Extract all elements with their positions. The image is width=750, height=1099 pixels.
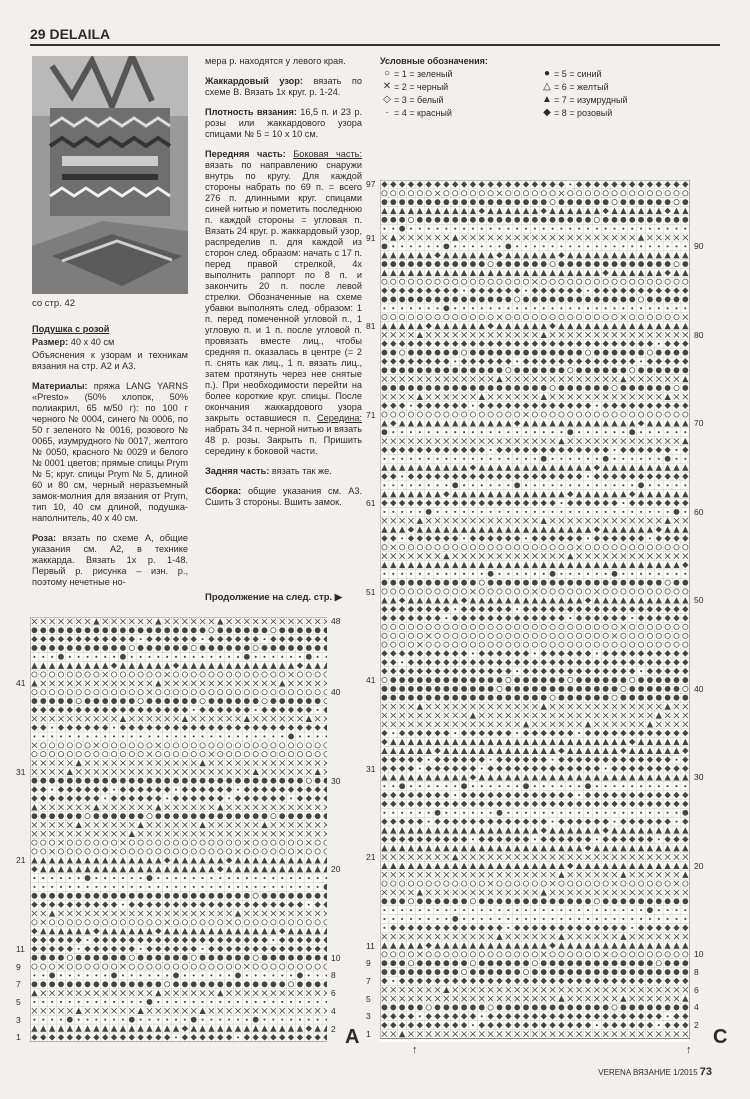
pillow-photo xyxy=(32,56,188,294)
row-number-label: 21 xyxy=(366,852,376,863)
back-label: Задняя часть: xyxy=(205,466,270,476)
row-number-label: 31 xyxy=(366,763,376,774)
page-footer xyxy=(598,1066,712,1078)
row-number-label: 8 xyxy=(694,967,699,978)
legend-item xyxy=(540,81,700,92)
rose-label: Роза: xyxy=(32,533,57,543)
row-number-label: 2 xyxy=(694,1020,699,1031)
legend-text: = 2 = черный xyxy=(394,81,449,92)
legend-symbol-icon: · xyxy=(385,107,389,118)
middle-part-label: Середина: xyxy=(317,413,362,423)
density-text: 16,5 п. и 23 р. розы или жаккардового узора спицами № 5 = 10 х 10 см. xyxy=(205,107,362,139)
row-number-label: 40 xyxy=(694,683,704,694)
legend-item xyxy=(540,107,700,118)
middle-column xyxy=(205,56,362,517)
legend-text: = 5 = синий xyxy=(554,68,602,79)
row-number-label: 20 xyxy=(331,864,341,875)
middle-part-text: набрать 34 п. черной нитью и вязать 48 р. розы. Закрыть п. Пришить середину к боковой части. xyxy=(205,424,362,456)
jacquard-text: вязать по схеме В. Вязать 1х круг. р. 1-24. xyxy=(205,76,362,97)
middle-p1: мера р. находятся у левого края. xyxy=(205,56,346,66)
row-number-label: 71 xyxy=(366,409,376,420)
legend-symbol-icon: ○ xyxy=(383,68,391,79)
pillow-photo-drawing xyxy=(32,56,188,294)
page-number: 73 xyxy=(699,1066,712,1078)
legend xyxy=(380,56,700,118)
row-number-label: 48 xyxy=(331,616,341,627)
row-number-label: 9 xyxy=(16,961,21,972)
size-label: Размер: xyxy=(32,337,69,347)
legend-title: Условные обозначения: xyxy=(380,56,488,66)
row-number-label: 20 xyxy=(694,860,704,871)
row-number-label: 3 xyxy=(16,1014,21,1025)
row-number-label: 90 xyxy=(694,241,704,252)
row-number-label: 41 xyxy=(366,675,376,686)
row-number-label: 9 xyxy=(366,958,371,969)
row-number-label: 70 xyxy=(694,418,704,429)
row-number-label: 7 xyxy=(366,975,371,986)
left-arrow-marker: ↑ xyxy=(686,1044,692,1056)
photo-caption: со стр. 42 xyxy=(32,298,76,309)
row-number-label: 4 xyxy=(331,1005,336,1016)
left-column xyxy=(32,324,188,597)
rose-text: вязать по схеме А, общие указания см. А2, в технике жаккарда. Вязать 1х р. 1-48. Первый р. рисунка – изн. р., поэтому нечетные но- xyxy=(32,533,188,587)
legend-text: = 6 = желтый xyxy=(554,81,609,92)
legend-text: = 1 = зеленый xyxy=(394,68,453,79)
legend-symbol-icon: ✕ xyxy=(382,81,392,92)
density-label: Плотность вязания: xyxy=(205,107,297,117)
row-number-label: 7 xyxy=(16,979,21,990)
continue-note: Продолжение на след. стр. ▶ xyxy=(205,592,343,603)
row-number-label: 51 xyxy=(366,586,376,597)
size-text: 40 х 40 см xyxy=(68,337,115,347)
row-number-label: 1 xyxy=(366,1029,371,1040)
legend-symbol-icon: ▲ xyxy=(542,94,552,105)
legend-symbol-icon: ● xyxy=(543,68,551,79)
legend-grid xyxy=(380,68,700,118)
row-number-label: 30 xyxy=(331,775,341,786)
legend-item xyxy=(380,94,540,105)
row-number-label: 21 xyxy=(16,855,26,866)
row-number-label: 61 xyxy=(366,498,376,509)
legend-text: = 3 = белый xyxy=(394,94,444,105)
page-header xyxy=(30,28,720,46)
row-number-label: 2 xyxy=(331,1023,336,1034)
row-number-label: 97 xyxy=(366,179,376,190)
row-number-label: 6 xyxy=(331,988,336,999)
row-number-label: 31 xyxy=(16,766,26,777)
row-number-label: 81 xyxy=(366,321,376,332)
row-number-label: 5 xyxy=(16,996,21,1007)
assembly-text: общие указания см. А3. Сшить 3 стороны. Вшить замок. xyxy=(205,486,362,507)
row-number-label: 11 xyxy=(366,940,375,951)
size-note: Объяснения к узорам и техникам вязания на стр. А2 и А3. xyxy=(32,350,188,371)
row-number-label: 1 xyxy=(16,1032,21,1043)
row-number-label: 6 xyxy=(694,984,699,995)
legend-item xyxy=(380,81,540,92)
legend-item xyxy=(380,68,540,79)
row-number-label: 5 xyxy=(366,993,371,1004)
row-number-label: 10 xyxy=(331,952,341,963)
row-number-label: 30 xyxy=(694,772,704,783)
materials-text: пряжа LANG YARNS «Presto» (50% хлопок, 50% полиакрил, 65 м/50 г): по 100 г черного № 0004, синего № 0006, по 50 г зеленого № 0016, розового № 0065, изумрудного № 0017, желтого № 0050, красного № 0029 и белого № 0001 цветов; прямые спицы Prym № 5; круг. спицы Prym № 5, длиной 60 и 80 см, черный неразъемный замок-молния для вязания от Prym, тип 10, 40 см длиной, подушка-наполнитель, 40 х 40 см. xyxy=(32,381,188,523)
legend-symbol-icon: ◆ xyxy=(543,107,551,118)
legend-symbol-icon: ◇ xyxy=(383,94,391,105)
row-number-label: 8 xyxy=(331,970,336,981)
legend-item xyxy=(540,68,700,79)
jacquard-label: Жаккардовый узор: xyxy=(205,76,303,86)
row-number-label: 60 xyxy=(694,506,704,517)
magazine-name: VERENA ВЯЗАНИЕ 1/2015 xyxy=(598,1068,698,1077)
legend-symbol-icon: △ xyxy=(543,81,551,92)
front-label: Передняя часть: xyxy=(205,149,286,159)
row-number-label: 10 xyxy=(694,949,704,960)
row-number-label: 50 xyxy=(694,595,704,606)
chart-a-letter: A xyxy=(345,1026,360,1048)
row-number-label: 40 xyxy=(331,687,341,698)
page-header-title: 29 DELAILA xyxy=(30,26,111,42)
legend-item xyxy=(540,94,700,105)
side-part-label: Боковая часть: xyxy=(293,149,363,159)
chart-c-letter: C xyxy=(713,1026,728,1048)
front-text: вязать по направлению снаружи внутрь по кругу. Для каждой стороны набрать по 69 п. = всего 276 п. длинными круг. спицами синей нитью и пометить последнюю п. каждой стороны = угловая п. Вязать 24 круг. р. жаккардовый узор, распределив п. для каждой из сторон след. образом: начать с 17 п. перед правой стрелкой, 4х выполнить раппорт по 8 п. и закончить 20 п. после левой стрелки. Обозначенные на схеме убавки выполнять след. образом: 1 п. перед помеченной угловой п., 1 угловую п. и 1 п. после угловой п. провязать вместе лиц., чтобы средняя п. оказалась в центре (= 2 п. снять как лиц., 1 п. вязать лиц., затем протянуть через нее снятые п.). При необходимости перейти на более короткие круг. спицы. После окончания жаккардового узора закрыть оставшиеся п. xyxy=(205,160,362,423)
chart-c xyxy=(380,180,690,1042)
legend-text: = 7 = изумрудный xyxy=(554,94,628,105)
row-number-label: 80 xyxy=(694,329,704,340)
assembly-label: Сборка: xyxy=(205,486,242,496)
legend-text: = 8 = розовый xyxy=(554,107,613,118)
right-arrow-marker: ↑ xyxy=(412,1044,418,1056)
pattern-title: Подушка с розой xyxy=(32,324,110,334)
row-number-label: 4 xyxy=(694,1002,699,1013)
back-text: вязать так же. xyxy=(269,466,332,476)
legend-item xyxy=(380,107,540,118)
row-number-label: 41 xyxy=(16,678,26,689)
row-number-label: 91 xyxy=(366,232,376,243)
chart-a xyxy=(30,617,327,1042)
row-number-label: 11 xyxy=(16,943,25,954)
row-number-label: 3 xyxy=(366,1011,371,1022)
materials-label: Материалы: xyxy=(32,381,88,391)
legend-text: = 4 = красный xyxy=(394,107,452,118)
